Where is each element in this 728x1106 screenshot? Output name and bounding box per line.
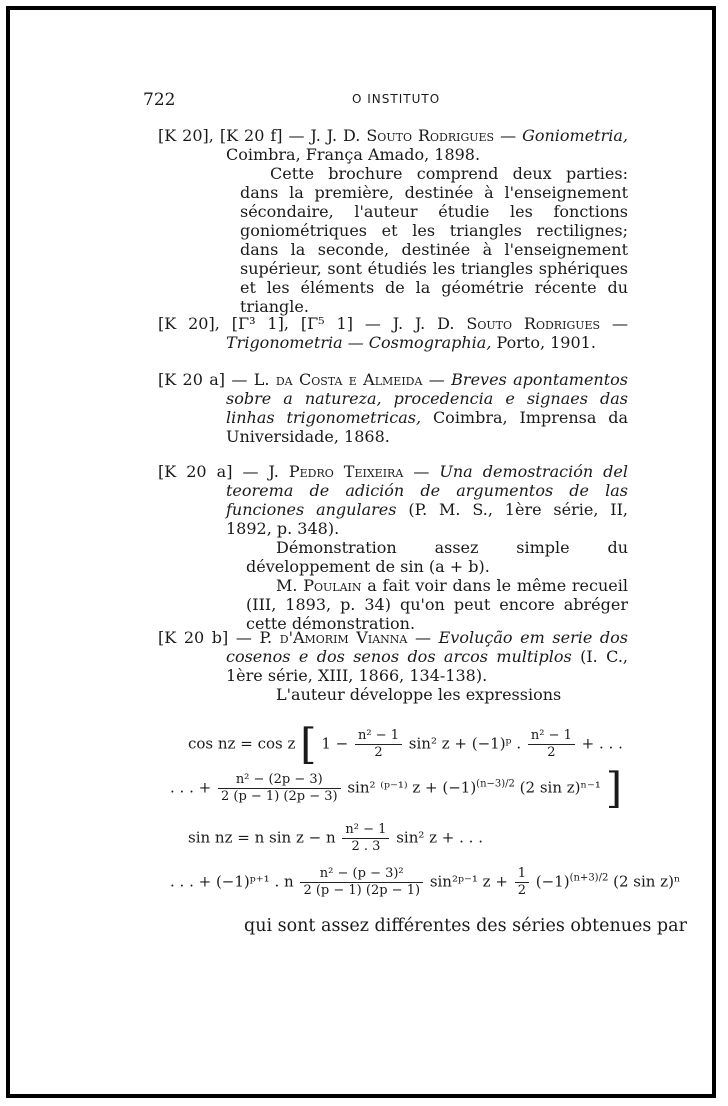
formula-sin-line-2: . . . + (−1)ᵖ⁺¹ . n $\frac{\text{n² − (p − 3)²}}{2 (p - 1) (2p - 1)}$ sin²ᵖ⁻¹ z + $\frac{1}{2}$ $(-1)^{(n+3)/2}$ (2 sin z)ⁿ xyxy=(170,866,681,898)
entry-review: Cette brochure comprend deux parties: dans la première, destinée à l'enseignement sécondaire, l'auteur étudie les fonctions goniométriques et les triangles rectilignes; dans la seconde, destinée à l'enseignement supérieur, sont étudiés les triangles sphériques et les éléments de la géométrie récente du triangle. xyxy=(240,164,628,316)
fraction: $\frac{\text{n² − 1}}{2}$ xyxy=(528,728,575,761)
entry-author: L. da Costa e Almeida xyxy=(253,370,423,389)
entry-codes: [K 20 a] — xyxy=(158,462,269,481)
entry-imprint: Coimbra, Imprensa da Universidade, 1868. xyxy=(226,408,629,446)
closing-text: qui sont assez différentes des séries obtenues par xyxy=(244,916,687,936)
entry-review-2: M. Poulain a fait voir dans le même recueil (III, 1893, p. 34) qu'on peut encore abréger cette démonstration. xyxy=(246,576,628,633)
entry-title: Trigonometria — Cosmographia, xyxy=(226,333,492,352)
entry-author: J. J. D. Souto Rodrigues xyxy=(392,314,601,333)
entry-codes: [K 20], [K 20 f] — xyxy=(158,126,311,145)
entry-imprint: (I. C., 1ère série, XIII, 1866, 134-138). xyxy=(226,647,628,685)
entry-codes: [K 20], [Γ³ 1], [Γ⁵ 1] — xyxy=(158,314,393,333)
running-title: O INSTITUTO xyxy=(352,92,441,106)
bracket-close: ] xyxy=(605,763,623,813)
bibliography-entry-5: [K 20 b] — P. d'Amorim Vianna — Evolução em serie dos cosenos e dos senos dos arcos multiplos (I. C., 1ère série, XIII, 1866, 134-138). L'auteur développe les expressions xyxy=(158,628,629,704)
review-author: M. Poulain xyxy=(276,576,362,595)
formula-cos-line-1: cos nz = cos z [ 1 − $\frac{\text{n² − 1}}{2}$ sin² z + (−1)ᵖ . $\frac{\text{n² − 1}}{2}$ + . . . xyxy=(188,719,623,769)
entry-imprint: Coimbra, França Amado, 1898. xyxy=(226,145,481,164)
entry-codes: [K 20 a] — xyxy=(158,370,254,389)
entry-author: J. J. D. Souto Rodrigues xyxy=(310,126,495,145)
fraction: $\frac{\text{n² − 1}}{2}$ xyxy=(355,728,402,761)
entry-imprint: (P. M. S., 1ère série, II, 1892, p. 348). xyxy=(226,500,629,538)
entry-imprint: Porto, 1901. xyxy=(491,333,596,352)
bibliography-entry-3: [K 20 a] — L. da Costa e Almeida — Breves apontamentos sobre a natureza, procedencia e signaes das linhas trigonometricas, Coimbra, Imprensa da Universidade, 1868. xyxy=(158,370,629,446)
fraction: $\frac{\text{n² − 1}}{2 . 3}$ xyxy=(342,822,389,855)
fraction: $\frac{\text{n² − (2p − 3)}}{2 (p - 1) (2p - 3)}$ xyxy=(218,772,341,805)
bibliography-entry-2: [K 20], [Γ³ 1], [Γ⁵ 1] — J. J. D. Souto Rodrigues — Trigonometria — Cosmographia, Porto, 1901. xyxy=(158,314,628,352)
entry-codes: [K 20 b] — xyxy=(158,628,260,647)
bibliography-entry-1: [K 20], [K 20 f] — J. J. D. Souto Rodrigues — Goniometria, Coimbra, França Amado, 1898. Cette brochure comprend deux parties: dans la première, destinée à l'enseignement sécondaire, l'auteur étudie les fonctions goniométriques et les triangles rectilignes; dans la seconde, destinée à l'enseignement supérieur, sont étudiés les triangles sphériques et les éléments de la géométrie récente du triangle. xyxy=(158,126,628,316)
bracket-open: [ xyxy=(300,719,317,769)
entry-title: Breves apontamentos sobre a natureza, procedencia e signaes das linhas trigonometricas, xyxy=(226,370,629,427)
entry-title: Evolução em serie dos cosenos e dos senos dos arcos multiplos xyxy=(226,628,629,666)
formula-cos-line-2: . . . + $\frac{\text{n² − (2p − 3)}}{2 (p - 1) (2p - 3)}$ sin² ⁽ᵖ⁻¹⁾ $z + (-1)^{(n-3)/2}$ (2 sin z)ⁿ⁻¹ ] xyxy=(170,763,623,813)
entry-title: Goniometria, xyxy=(522,126,628,145)
entry-review: Démonstration assez simple du développement de sin (a + b). xyxy=(246,538,628,576)
bibliography-entry-4: [K 20 a] — J. Pedro Teixeira — Una demostración del teorema de adición de argumentos de las funciones angulares (P. M. S., 1ère série, II, 1892, p. 348). Démonstration assez simple du développement de sin (a + b). M. Poulain a fait voir dans le même recueil (III, 1893, p. 34) qu'on peut encore abréger cette démonstration. xyxy=(158,462,629,633)
entry-author: P. d'Amorim Vianna xyxy=(259,628,408,647)
entry-title: Una demostración del teorema de adición de argumentos de las funciones angulares xyxy=(226,462,629,519)
page-number: 722 xyxy=(143,90,176,110)
fraction: $\frac{\text{n² − (p − 3)²}}{2 (p - 1) (2p - 1)}$ xyxy=(300,866,423,899)
entry-review: L'auteur développe les expressions xyxy=(276,685,562,704)
fraction: $\frac{1}{2}$ xyxy=(515,866,529,899)
formula-sin-line-1: sin nz = n sin z − n $\frac{\text{n² − 1}}{2 . 3}$ sin² z + . . . xyxy=(188,822,483,854)
entry-author: J. Pedro Teixeira xyxy=(268,462,404,481)
